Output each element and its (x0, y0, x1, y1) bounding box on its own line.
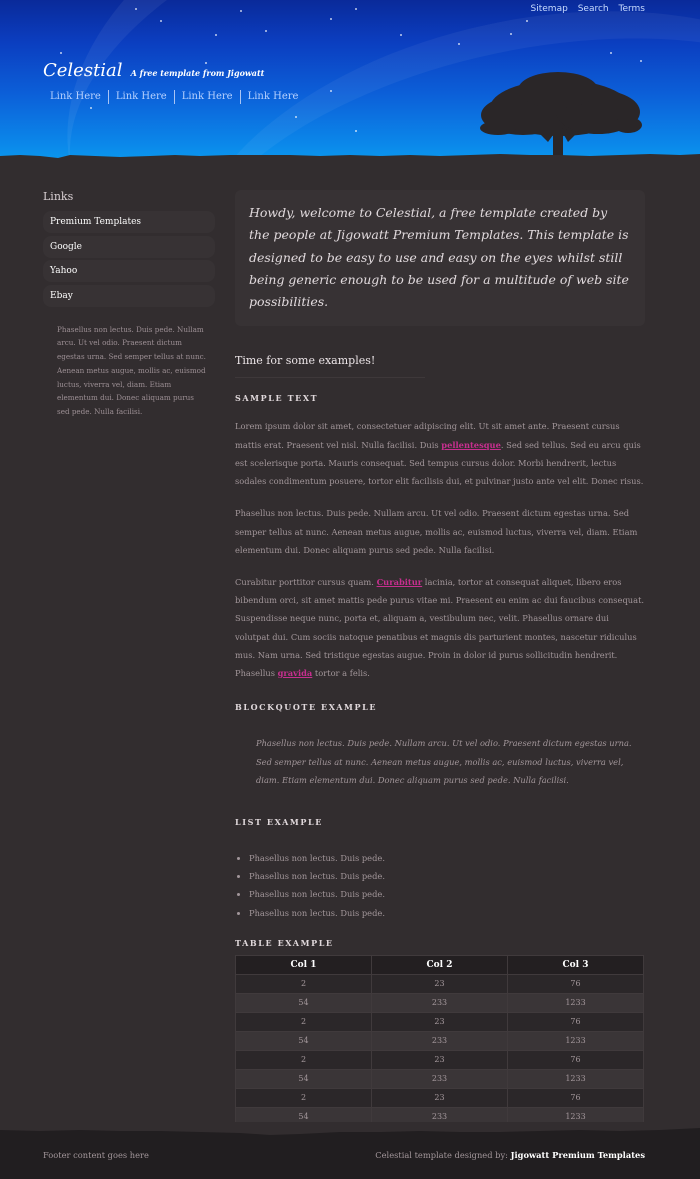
terms-link[interactable]: Terms (618, 4, 645, 14)
site-title (43, 60, 264, 81)
list-item: • Phasellus non lectus. Duis pede. (249, 885, 645, 903)
footer-left-text: Footer content goes here (43, 1150, 149, 1160)
pellentesque-link[interactable]: pellentesque (441, 439, 501, 450)
sidebar-text: Phasellus non lectus. Duis pede. Nullam arcu. Ut vel odio. Praesent dictum egestas urna. Sed semper tellus at nunc. Aenean metus augue, mollis ac, euismod luctus, viverra vel, diam. Etiam elementum dui. Donec aliquam purus sed pede. Nulla facilisi. (57, 324, 206, 417)
nav-link-1[interactable]: Link Here (50, 91, 101, 102)
column-header: Col 2 (372, 955, 508, 974)
table-row: 54 233 1233 (236, 1107, 644, 1126)
footer (0, 1128, 700, 1179)
table-row: 54 233 1233 (236, 1069, 644, 1088)
blockquote: Phasellus non lectus. Duis pede. Nullam arcu. Ut vel odio. Praesent dictum egestas urna. Sed semper tellus at nunc. Aenean metus augue, mollis ac, euismod luctus, viverra vel, diam. Etiam elementum dui. Donec aliquam purus sed pede. Nulla facilisi. (256, 738, 632, 786)
ground-silhouette (0, 150, 700, 170)
intro-box: Howdy, welcome to Celestial, a free template created by the people at Jigowatt Premium Templates. This template is designed to be easy to use and easy on the eyes whilst still being generic enough to be used for a multitude of web site possibilities. (235, 190, 645, 326)
sidebar-item-ebay[interactable]: Ebay (43, 285, 215, 307)
table-row: 2 23 76 (236, 1012, 644, 1031)
sidebar-item-google[interactable]: Google (43, 236, 215, 258)
column-header: Col 3 (508, 955, 644, 974)
sidebar-item-premium-templates[interactable]: Premium Templates (43, 211, 215, 233)
table-heading: TABLE EXAMPLE (235, 937, 334, 948)
sample-text-heading: SAMPLE TEXT (235, 393, 319, 404)
sidebar-item-yahoo[interactable]: Yahoo (43, 260, 215, 282)
table-row: 2 23 76 (236, 974, 644, 993)
list-heading: LIST EXAMPLE (235, 816, 323, 827)
list-item: • Phasellus non lectus. Duis pede. (249, 849, 645, 867)
table-row: 54 233 1233 (236, 993, 644, 1012)
table-row: 2 23 76 (236, 1050, 644, 1069)
blockquote-heading: BLOCKQUOTE EXAMPLE (235, 702, 378, 713)
example-table (235, 955, 644, 1127)
table-row: 2 23 76 (236, 1088, 644, 1107)
search-link[interactable]: Search (577, 4, 609, 14)
list-item: • Phasellus non lectus. Duis pede. (249, 867, 645, 885)
table-header-row (236, 955, 644, 974)
table-row: 54 233 1233 (236, 1031, 644, 1050)
list-item: • Phasellus non lectus. Duis pede. (249, 904, 645, 922)
nav-link-2[interactable]: Link Here (108, 90, 174, 104)
main-content (235, 190, 645, 1127)
nav-link-4[interactable]: Link Here (240, 90, 306, 104)
nav-link-3[interactable]: Link Here (174, 90, 240, 104)
jigowatt-link[interactable]: Jigowatt Premium Templates (510, 1150, 645, 1160)
paragraph-2: Phasellus non lectus. Duis pede. Nullam arcu. Ut vel odio. Praesent dictum egestas urna. Sed semper tellus at nunc. Aenean metus augue, mollis ac, euismod luctus, viverra vel, diam. Etiam elementum dui. Donec aliquam purus sed pede. Nulla facilisi. (235, 508, 638, 555)
section-title: Time for some examples! (235, 354, 425, 378)
header-banner (0, 0, 700, 170)
footer-credit: Celestial template designed by: Jigowatt Premium Templates (375, 1150, 645, 1160)
site-tagline: A free template from Jigowatt (130, 68, 265, 78)
main-nav (43, 90, 305, 104)
sitemap-link[interactable]: Sitemap (530, 4, 568, 14)
sidebar-heading: Links (43, 190, 74, 203)
footer-ground-edge (0, 1122, 700, 1136)
paragraph-3: Curabitur porttitor cursus quam. Curabitur lacinia, tortor at consequat aliquet, libero eros bibendum orci, sit amet mattis pede purus vitae mi. Praesent eu enim ac dui faucibus consequat. Suspendisse neque nunc, porta et, aliquam a, vestibulum nec, velit. Phasellus ornare dui volutpat dui. Cum sociis natoque penatibus et magnis dis parturient montes, nascetur ridiculus mus. Nam urna. Sed tristique egestas augue. Proin in dolor id purus sollicitudin hendrerit. Phasellus gravida tortor a felis. (235, 576, 645, 678)
column-header: Col 1 (236, 955, 372, 974)
gravida-link[interactable]: gravida (277, 667, 313, 678)
sidebar (43, 190, 215, 419)
paragraph-1: Lorem ipsum dolor sit amet, consectetuer adipiscing elit. Ut sit amet ante. Praesent cursus mattis erat. Praesent vel nisl. Nulla facilisi. Duis pellentesque. Sed sed tellus. Sed eu arcu quis est scelerisque porta. Mauris consequat. Sed tempus cursus dolor. Morbi hendrerit, lectus sodales condimentum posuere, tortor elit facilisis dui, et pulvinar justo ante vel elit. Donec risus. (235, 421, 644, 487)
site-name[interactable]: Celestial (43, 60, 123, 81)
example-list (249, 849, 645, 922)
utility-links (524, 4, 645, 14)
curabitur-link[interactable]: Curabitur (376, 576, 423, 587)
